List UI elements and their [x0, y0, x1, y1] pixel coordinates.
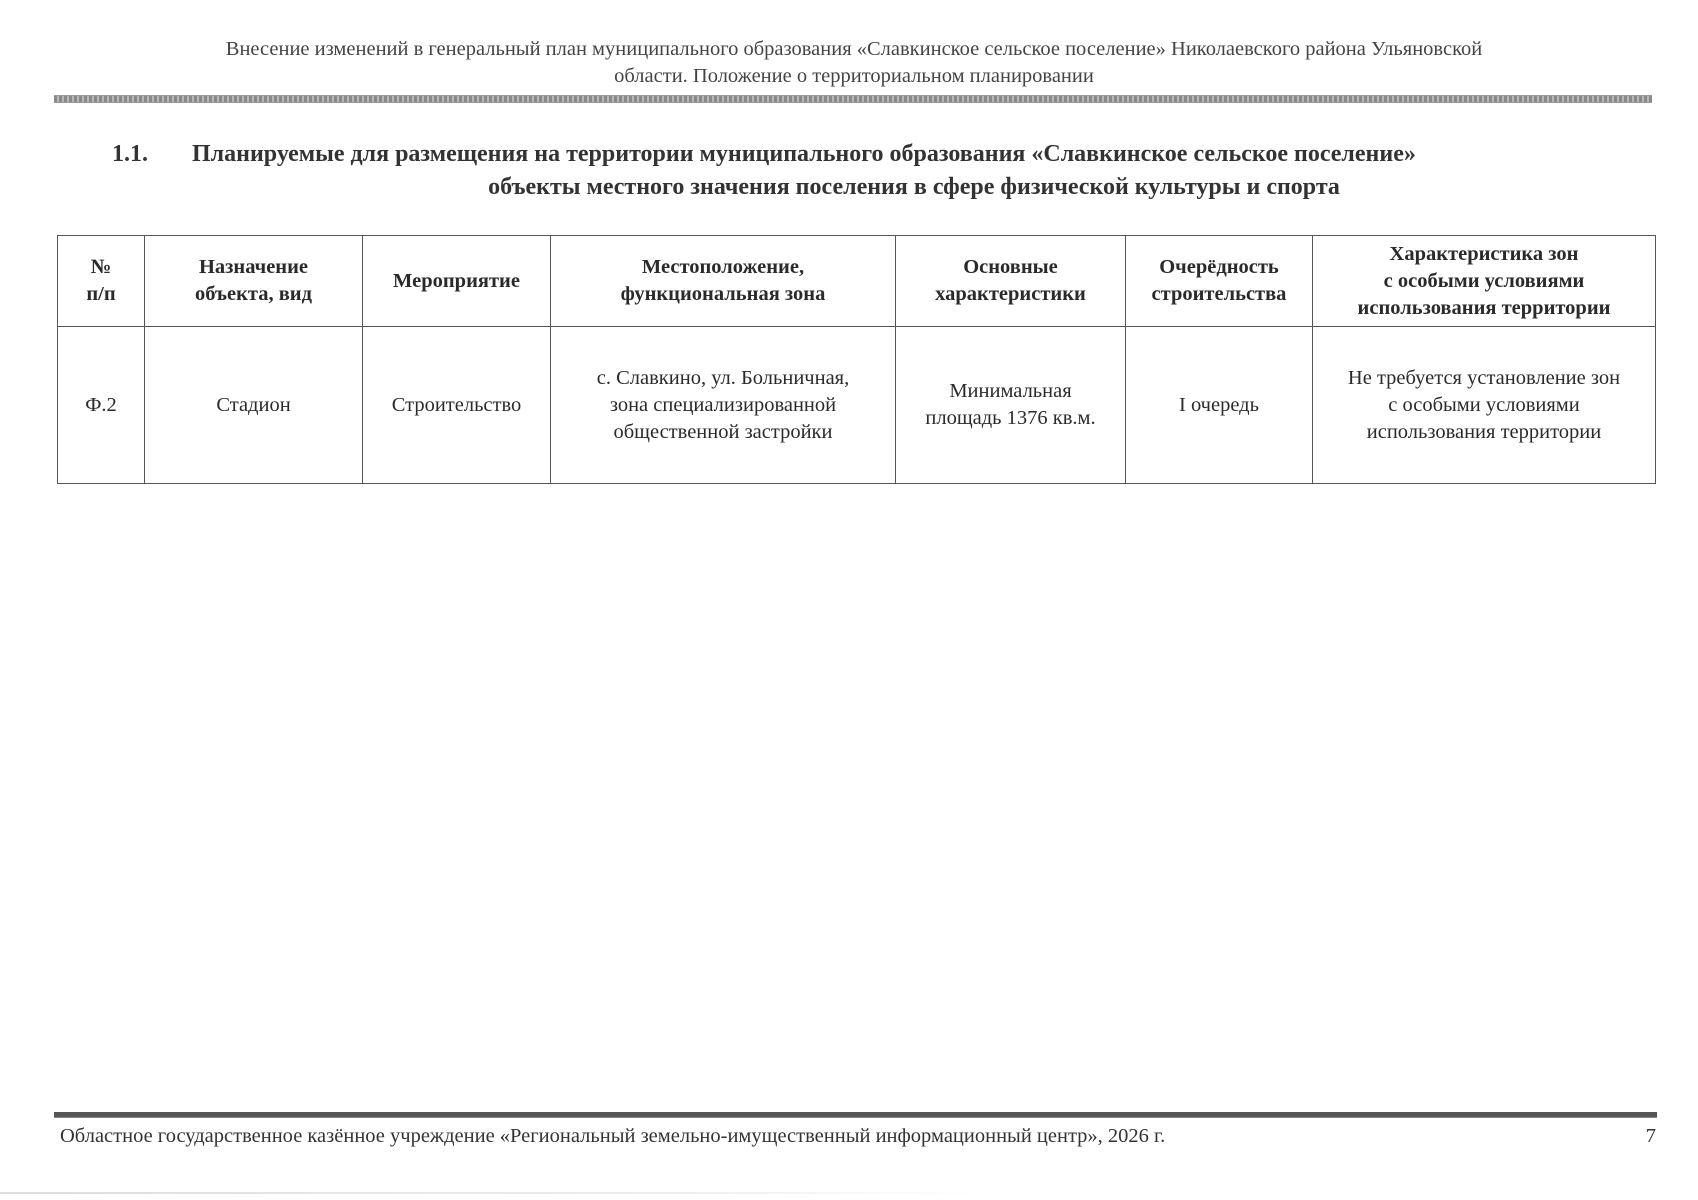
header-line-1: Внесение изменений в генеральный план муниципального образования «Славкинское сельское поселение» Николаевского района Ульяновской: [225, 38, 1483, 60]
col-header-characteristics: Основные характеристики: [896, 236, 1126, 327]
cell-action: Строительство: [363, 327, 551, 484]
cell-number: Ф.2: [58, 327, 145, 484]
objects-table: [57, 235, 1656, 484]
cell-queue: I очередь: [1126, 327, 1313, 484]
document-footer: [60, 1123, 1656, 1150]
header-line-2: области. Положение о территориальном планировании: [614, 65, 1094, 87]
table-header-row: [58, 236, 1656, 327]
scan-edge-artifact: [0, 1192, 980, 1194]
col-header-zones: Характеристика зон с особыми условиями использования территории: [1313, 236, 1656, 327]
section-title-line-1: Планируемые для размещения на территории муниципального образования «Славкинское сельское поселение»: [192, 141, 1416, 167]
col-header-queue: Очерёдность строительства: [1126, 236, 1313, 327]
cell-zones: Не требуется установление зон с особыми условиями использования территории: [1313, 327, 1656, 484]
col-header-location: Местоположение, функциональная зона: [551, 236, 896, 327]
cell-location: с. Славкино, ул. Больничная, зона специализированной общественной застройки: [551, 327, 896, 484]
section-heading: [100, 138, 1648, 204]
document-header: [60, 36, 1648, 90]
cell-characteristics: Минимальная площадь 1376 кв.м.: [896, 327, 1126, 484]
col-header-number: № п/п: [58, 236, 145, 327]
footer-organization: Областное государственное казённое учреждение «Региональный земельно-имущественный информационный центр», 2026 г.: [60, 1125, 1166, 1147]
table-row: [58, 327, 1656, 484]
footer-rule: [54, 1112, 1657, 1118]
cell-object: Стадион: [145, 327, 363, 484]
section-title-line-2: объекты местного значения поселения в сфере физической культуры и спорта: [488, 174, 1340, 200]
page-number: 7: [1645, 1125, 1656, 1147]
col-header-object: Назначение объекта, вид: [145, 236, 363, 327]
col-header-action: Мероприятие: [363, 236, 551, 327]
section-number: 1.1.: [112, 141, 148, 167]
header-rule: [54, 95, 1652, 103]
